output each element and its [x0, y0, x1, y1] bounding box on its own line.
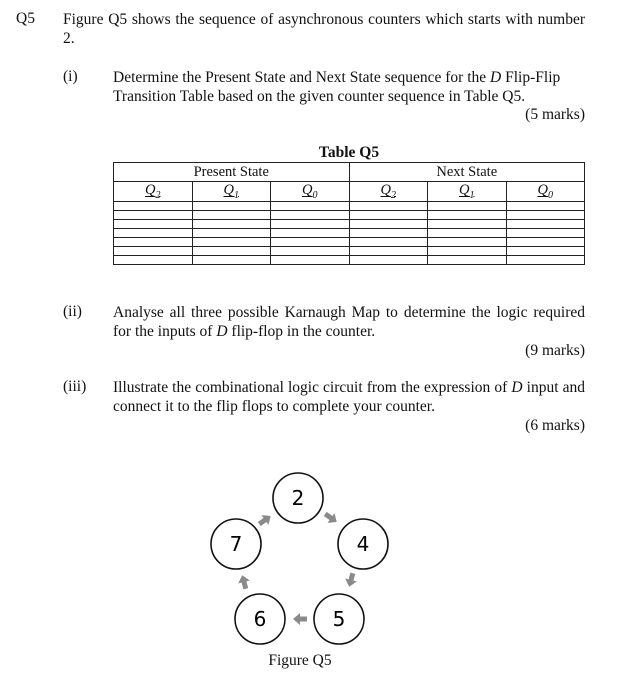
state-node-6: [235, 594, 285, 644]
state-node-4: [338, 519, 388, 569]
table-cell: [114, 256, 193, 265]
column-header: $Q_2$: [349, 182, 428, 202]
table-cell: [271, 229, 350, 238]
part-1-number: (i): [63, 68, 78, 85]
table-cell: [271, 247, 350, 256]
arrow-2-to-4: [322, 509, 340, 527]
table-cell: [192, 211, 271, 220]
table-cell: [192, 220, 271, 229]
next-state-header: Next State: [349, 163, 585, 182]
table-cell: [271, 220, 350, 229]
table-cell: [271, 211, 350, 220]
table-cell: [349, 247, 428, 256]
transition-table: [113, 162, 585, 265]
table-cell: [114, 211, 193, 220]
table-cell: [192, 256, 271, 265]
counter-sequence-diagram: [200, 472, 400, 652]
arrow-6-to-7: [236, 574, 251, 591]
state-node-7: [211, 519, 261, 569]
table-cell: [271, 256, 350, 265]
state-label-7: 7: [229, 532, 243, 556]
table-cell: [349, 202, 428, 211]
state-node-2: [273, 473, 323, 523]
table-row: [114, 202, 585, 211]
present-state-header: Present State: [114, 163, 350, 182]
table-cell: [271, 238, 350, 247]
part-2-marks: (9 marks): [525, 342, 585, 359]
table-cell: [192, 247, 271, 256]
table-cell: [349, 220, 428, 229]
table-row: [114, 256, 585, 265]
question-number: Q5: [16, 10, 35, 27]
table-cell: [349, 211, 428, 220]
table-cell: [349, 229, 428, 238]
table-cell: [506, 247, 585, 256]
table-cell: [506, 229, 585, 238]
table-cell: [114, 247, 193, 256]
table-caption: Table Q5: [318, 144, 380, 161]
table-cell: [271, 202, 350, 211]
table-cell: [428, 256, 507, 265]
column-header: $Q_2$: [114, 182, 193, 202]
table-row: [114, 247, 585, 256]
table-cell: [428, 229, 507, 238]
table-cell: [192, 238, 271, 247]
state-label-2: 2: [291, 486, 305, 510]
table-cell: [114, 220, 193, 229]
part-2-number: (ii): [63, 303, 82, 320]
table-cell: [192, 229, 271, 238]
column-header: $Q_0$: [271, 182, 350, 202]
table-cell: [506, 256, 585, 265]
question-intro: Figure Q5 shows the sequence of asynchronous counters which starts with number 2.: [63, 11, 585, 47]
table-row: [114, 211, 585, 220]
part-1-text: Determine the Present State and Next State sequence for the D Flip-Flip Transition Table based on the given counter sequence in Table Q5.: [113, 69, 561, 105]
figure-caption: Figure Q5: [268, 652, 332, 669]
table-cell: [506, 202, 585, 211]
table-cell: [428, 238, 507, 247]
table-cell: [114, 202, 193, 211]
table-row: [114, 238, 585, 247]
column-header: $Q_1$: [192, 182, 271, 202]
table-cell: [506, 211, 585, 220]
arrow-7-to-2: [256, 511, 274, 529]
part-3-text: Illustrate the combinational logic circuit from the expression of D input and connect it to the flip flops to complete your counter.: [113, 379, 585, 415]
part-1-marks: (5 marks): [525, 106, 585, 123]
column-header: $Q_0$: [506, 182, 585, 202]
table-cell: [506, 238, 585, 247]
state-label-6: 6: [253, 607, 267, 631]
arrow-5-to-6: [293, 613, 307, 625]
table-cell: [114, 238, 193, 247]
state-label-4: 4: [356, 532, 370, 556]
table-cell: [349, 256, 428, 265]
arrow-4-to-5: [343, 572, 358, 589]
table-cell: [428, 247, 507, 256]
table-row: [114, 229, 585, 238]
state-label-5: 5: [332, 607, 346, 631]
table-cell: [428, 202, 507, 211]
table-cell: [114, 229, 193, 238]
column-header: $Q_1$: [428, 182, 507, 202]
state-node-5: [314, 594, 364, 644]
table-cell: [506, 220, 585, 229]
table-cell: [192, 202, 271, 211]
table-cell: [349, 238, 428, 247]
table-row: [114, 220, 585, 229]
table-cell: [428, 220, 507, 229]
table-cell: [428, 211, 507, 220]
part-3-number: (iii): [63, 378, 87, 395]
part-2-text: Analyse all three possible Karnaugh Map to determine the logic required for the inputs of D flip-flop in the counter.: [113, 304, 585, 340]
part-3-marks: (6 marks): [525, 417, 585, 434]
